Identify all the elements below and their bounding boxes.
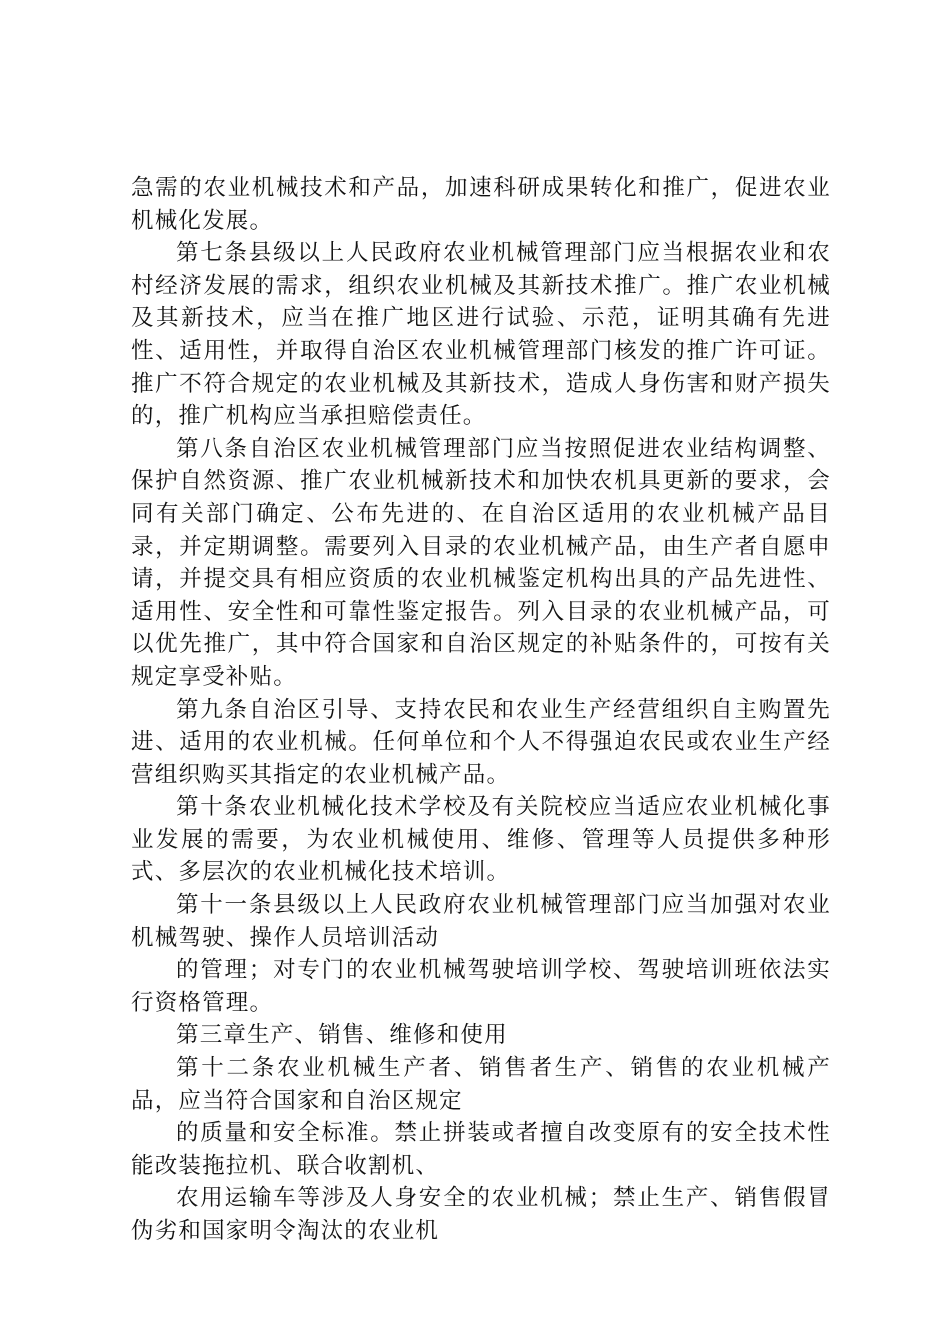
paragraph-article-11-cont: 的管理；对专门的农业机械驾驶培训学校、驾驶培训班依法实行资格管理。 <box>131 957 831 1016</box>
paragraph-article-11: 第十一条县级以上人民政府农业机械管理部门应当加强对农业机械驾驶、操作人员培训活动 <box>131 892 831 951</box>
paragraph-article-10: 第十条农业机械化技术学校及有关院校应当适应农业机械化事业发展的需要，为农业机械使用、维修、管理等人员提供多种形式、多层次的农业机械化技术培训。 <box>131 794 831 886</box>
paragraph-article-12-cont-1: 的质量和安全标准。禁止拼装或者擅自改变原有的安全技术性能改装拖拉机、联合收割机、 <box>131 1120 831 1179</box>
paragraph-article-12-cont-2: 农用运输车等涉及人身安全的农业机械；禁止生产、销售假冒伪劣和国家明令淘汰的农业机 <box>131 1185 831 1244</box>
paragraph-article-9: 第九条自治区引导、支持农民和农业生产经营组织自主购置先进、适用的农业机械。任何单位和个人不得强迫农民或农业生产经营组织购买其指定的农业机械产品。 <box>131 696 831 788</box>
document-body <box>131 172 831 1248</box>
paragraph-article-7: 第七条县级以上人民政府农业机械管理部门应当根据农业和农村经济发展的需求，组织农业机械及其新技术推广。推广农业机械及其新技术，应当在推广地区进行试验、示范，证明其确有先进性、适用性，并取得自治区农业机械管理部门核发的推广许可证。推广不符合规定的农业机械及其新技术，造成人身伤害和财产损失的，推广机构应当承担赔偿责任。 <box>131 240 831 430</box>
chapter-heading: 第三章生产、销售、维修和使用 <box>176 1022 508 1049</box>
paragraph-article-8: 第八条自治区农业机械管理部门应当按照促进农业结构调整、保护自然资源、推广农业机械新技术和加快农机具更新的要求，会同有关部门确定、公布先进的、在自治区适用的农业机械产品目录，并定期调整。需要列入目录的农业机械产品，由生产者自愿申请，并提交具有相应资质的农业机械鉴定机构出具的产品先进性、适用性、安全性和可靠性鉴定报告。列入目录的农业机械产品，可以优先推广，其中符合国家和自治区规定的补贴条件的，可按有关规定享受补贴。 <box>131 435 831 690</box>
paragraph-1: 急需的农业机械技术和产品，加速科研成果转化和推广，促进农业机械化发展。 <box>131 175 831 234</box>
paragraph-article-12: 第十二条农业机械生产者、销售者生产、销售的农业机械产品，应当符合国家和自治区规定 <box>131 1055 831 1114</box>
